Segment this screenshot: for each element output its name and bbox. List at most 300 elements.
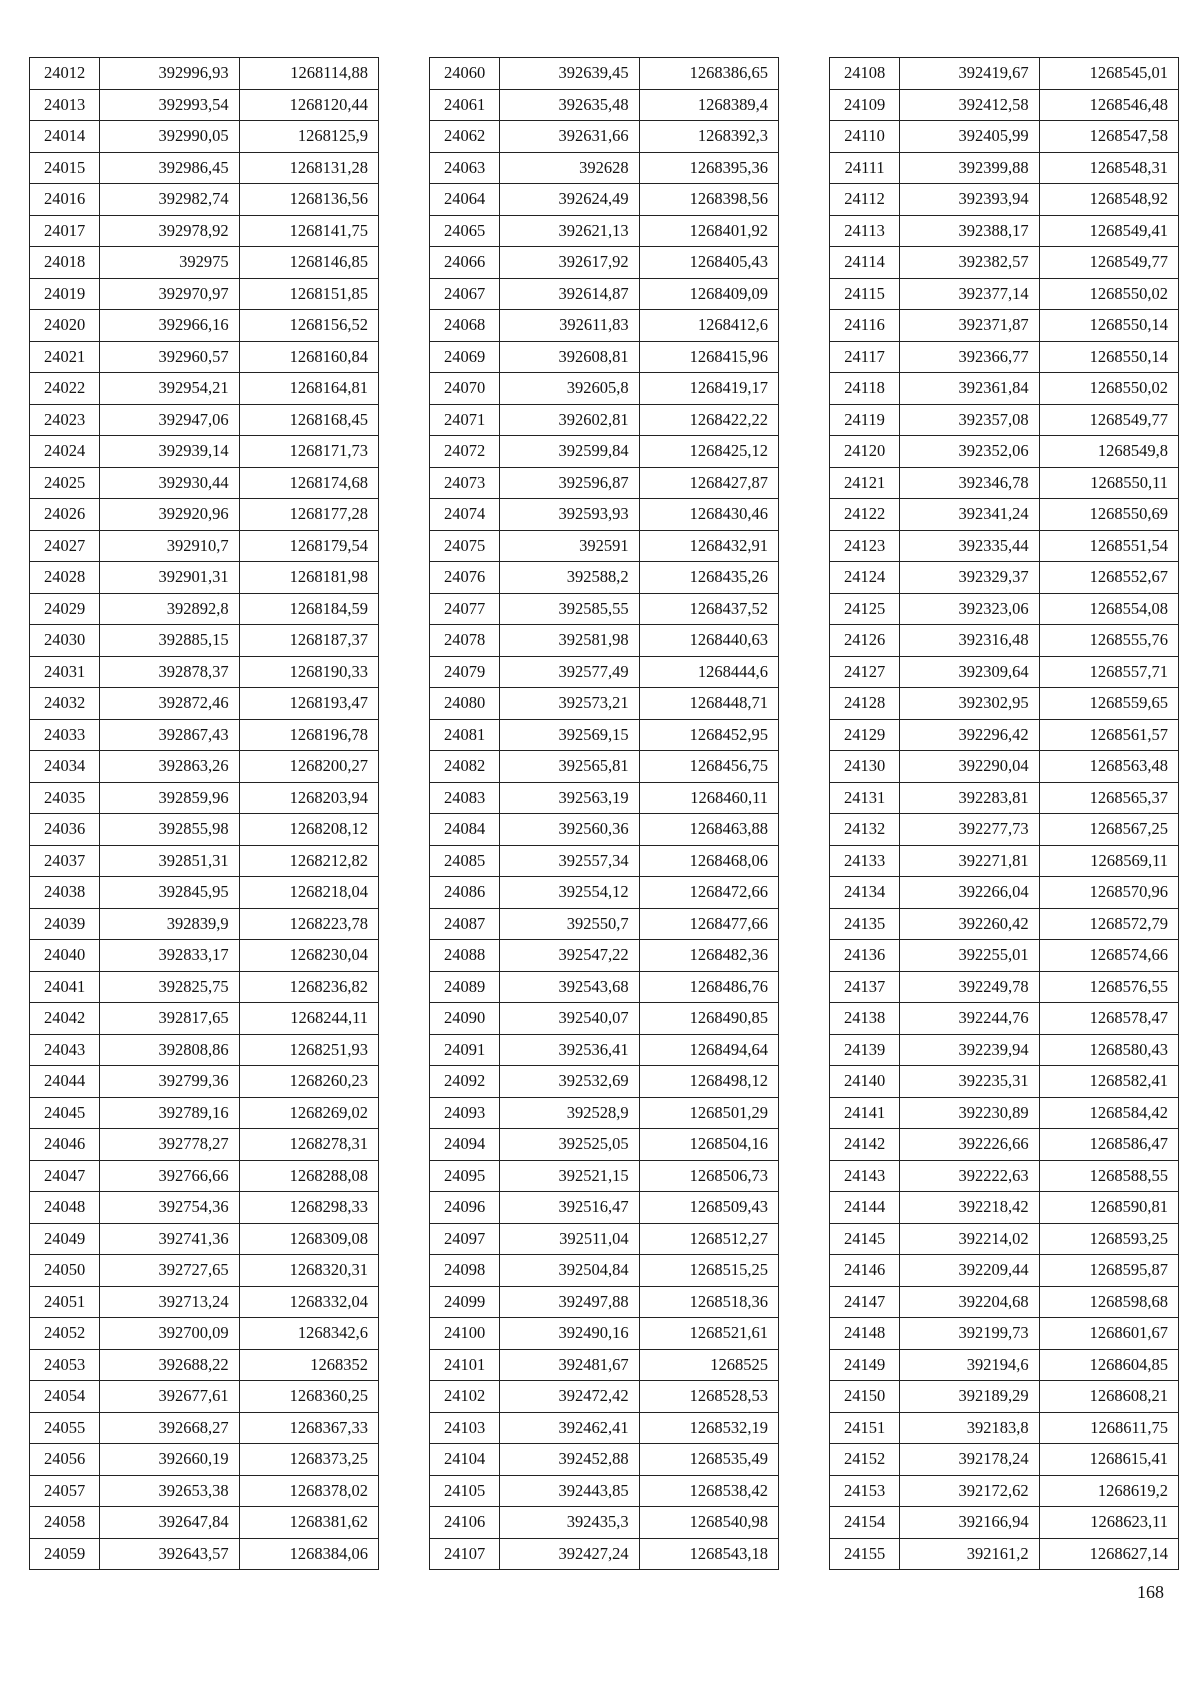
point-id-cell: 24031 [30,656,100,688]
y-coordinate-cell: 1268171,73 [239,436,378,468]
y-coordinate-cell: 1268190,33 [239,656,378,688]
point-id-cell: 24026 [30,499,100,531]
y-coordinate-cell: 1268298,33 [239,1192,378,1224]
x-coordinate-cell: 392329,37 [900,562,1039,594]
table-row [30,1318,379,1350]
point-id-cell: 24110 [830,121,900,153]
x-coordinate-cell: 392161,2 [900,1538,1039,1570]
point-id-cell: 24130 [830,751,900,783]
y-coordinate-cell: 1268174,68 [239,467,378,499]
y-coordinate-cell: 1268550,69 [1039,499,1178,531]
point-id-cell: 24066 [430,247,500,279]
point-id-cell: 24069 [430,341,500,373]
point-id-cell: 24040 [30,940,100,972]
y-coordinate-cell: 1268535,49 [639,1444,778,1476]
x-coordinate-cell: 392986,45 [100,152,239,184]
x-coordinate-cell: 392255,01 [900,940,1039,972]
y-coordinate-cell: 1268595,87 [1039,1255,1178,1287]
point-id-cell: 24017 [30,215,100,247]
table-row [30,1538,379,1570]
x-coordinate-cell: 392588,2 [500,562,639,594]
point-id-cell: 24112 [830,184,900,216]
table-row [830,215,1179,247]
table-row [830,1286,1179,1318]
x-coordinate-cell: 392346,78 [900,467,1039,499]
point-id-cell: 24072 [430,436,500,468]
y-coordinate-cell: 1268251,93 [239,1034,378,1066]
x-coordinate-cell: 392244,76 [900,1003,1039,1035]
point-id-cell: 24127 [830,656,900,688]
table-row [30,1160,379,1192]
x-coordinate-cell: 392194,6 [900,1349,1039,1381]
x-coordinate-cell: 392885,15 [100,625,239,657]
x-coordinate-cell: 392855,98 [100,814,239,846]
table-row [830,152,1179,184]
y-coordinate-cell: 1268547,58 [1039,121,1178,153]
x-coordinate-cell: 392930,44 [100,467,239,499]
point-id-cell: 24135 [830,908,900,940]
y-coordinate-cell: 1268196,78 [239,719,378,751]
table-row [830,1034,1179,1066]
point-id-cell: 24041 [30,971,100,1003]
y-coordinate-cell: 1268550,14 [1039,341,1178,373]
y-coordinate-cell: 1268582,41 [1039,1066,1178,1098]
point-id-cell: 24094 [430,1129,500,1161]
x-coordinate-cell: 392581,98 [500,625,639,657]
x-coordinate-cell: 392713,24 [100,1286,239,1318]
x-coordinate-cell: 392419,67 [900,58,1039,90]
y-coordinate-cell: 1268208,12 [239,814,378,846]
y-coordinate-cell: 1268218,04 [239,877,378,909]
point-id-cell: 24098 [430,1255,500,1287]
y-coordinate-cell: 1268320,31 [239,1255,378,1287]
point-id-cell: 24084 [430,814,500,846]
x-coordinate-cell: 392624,49 [500,184,639,216]
y-coordinate-cell: 1268619,2 [1039,1475,1178,1507]
point-id-cell: 24117 [830,341,900,373]
point-id-cell: 24088 [430,940,500,972]
table-row [430,719,779,751]
point-id-cell: 24020 [30,310,100,342]
table-row [830,1192,1179,1224]
x-coordinate-cell: 392766,66 [100,1160,239,1192]
table-row [430,121,779,153]
x-coordinate-cell: 392954,21 [100,373,239,405]
x-coordinate-cell: 392639,45 [500,58,639,90]
x-coordinate-cell: 392593,93 [500,499,639,531]
point-id-cell: 24154 [830,1507,900,1539]
y-coordinate-cell: 1268168,45 [239,404,378,436]
table-row [830,1318,1179,1350]
point-id-cell: 24033 [30,719,100,751]
point-id-cell: 24123 [830,530,900,562]
point-id-cell: 24134 [830,877,900,909]
x-coordinate-cell: 392647,84 [100,1507,239,1539]
x-coordinate-cell: 392585,55 [500,593,639,625]
point-id-cell: 24093 [430,1097,500,1129]
table-row [30,530,379,562]
x-coordinate-cell: 392993,54 [100,89,239,121]
x-coordinate-cell: 392239,94 [900,1034,1039,1066]
coordinate-table-1 [29,57,379,1570]
point-id-cell: 24016 [30,184,100,216]
y-coordinate-cell: 1268528,53 [639,1381,778,1413]
x-coordinate-cell: 392628 [500,152,639,184]
table-row [430,530,779,562]
x-coordinate-cell: 392357,08 [900,404,1039,436]
y-coordinate-cell: 1268532,19 [639,1412,778,1444]
table-row [830,1444,1179,1476]
y-coordinate-cell: 1268550,02 [1039,278,1178,310]
y-coordinate-cell: 1268425,12 [639,436,778,468]
table-row [430,310,779,342]
y-coordinate-cell: 1268181,98 [239,562,378,594]
x-coordinate-cell: 392189,29 [900,1381,1039,1413]
point-id-cell: 24034 [30,751,100,783]
y-coordinate-cell: 1268177,28 [239,499,378,531]
x-coordinate-cell: 392978,92 [100,215,239,247]
table-row [830,719,1179,751]
table-row [30,341,379,373]
table-row [30,625,379,657]
point-id-cell: 24044 [30,1066,100,1098]
point-id-cell: 24039 [30,908,100,940]
y-coordinate-cell: 1268570,96 [1039,877,1178,909]
x-coordinate-cell: 392596,87 [500,467,639,499]
table-row [30,1192,379,1224]
x-coordinate-cell: 392754,36 [100,1192,239,1224]
point-id-cell: 24150 [830,1381,900,1413]
x-coordinate-cell: 392872,46 [100,688,239,720]
table-row [830,1097,1179,1129]
x-coordinate-cell: 392172,62 [900,1475,1039,1507]
table-row [30,499,379,531]
point-id-cell: 24019 [30,278,100,310]
table-row [830,625,1179,657]
table-row [430,1538,779,1570]
point-id-cell: 24068 [430,310,500,342]
y-coordinate-cell: 1268342,6 [239,1318,378,1350]
point-id-cell: 24144 [830,1192,900,1224]
point-id-cell: 24086 [430,877,500,909]
y-coordinate-cell: 1268550,11 [1039,467,1178,499]
y-coordinate-cell: 1268494,64 [639,1034,778,1066]
point-id-cell: 24100 [430,1318,500,1350]
table-row [430,940,779,972]
x-coordinate-cell: 392833,17 [100,940,239,972]
x-coordinate-cell: 392260,42 [900,908,1039,940]
y-coordinate-cell: 1268515,25 [639,1255,778,1287]
point-id-cell: 24090 [430,1003,500,1035]
y-coordinate-cell: 1268506,73 [639,1160,778,1192]
table-row [30,121,379,153]
point-id-cell: 24035 [30,782,100,814]
point-id-cell: 24095 [430,1160,500,1192]
point-id-cell: 24028 [30,562,100,594]
point-id-cell: 24081 [430,719,500,751]
x-coordinate-cell: 392990,05 [100,121,239,153]
point-id-cell: 24140 [830,1066,900,1098]
x-coordinate-cell: 392504,84 [500,1255,639,1287]
x-coordinate-cell: 392839,9 [100,908,239,940]
table-row [30,1129,379,1161]
y-coordinate-cell: 1268588,55 [1039,1160,1178,1192]
y-coordinate-cell: 1268550,14 [1039,310,1178,342]
point-id-cell: 24099 [430,1286,500,1318]
y-coordinate-cell: 1268160,84 [239,341,378,373]
y-coordinate-cell: 1268512,27 [639,1223,778,1255]
x-coordinate-cell: 392209,44 [900,1255,1039,1287]
point-id-cell: 24120 [830,436,900,468]
table-row [30,845,379,877]
point-id-cell: 24137 [830,971,900,1003]
y-coordinate-cell: 1268332,04 [239,1286,378,1318]
table-row [30,184,379,216]
x-coordinate-cell: 392490,16 [500,1318,639,1350]
table-row [830,436,1179,468]
x-coordinate-cell: 392557,34 [500,845,639,877]
table-row [30,1507,379,1539]
table-row [830,1003,1179,1035]
x-coordinate-cell: 392222,63 [900,1160,1039,1192]
point-id-cell: 24126 [830,625,900,657]
y-coordinate-cell: 1268490,85 [639,1003,778,1035]
coordinate-table-3 [829,57,1179,1570]
y-coordinate-cell: 1268260,23 [239,1066,378,1098]
y-coordinate-cell: 1268601,67 [1039,1318,1178,1350]
x-coordinate-cell: 392199,73 [900,1318,1039,1350]
table-row [430,184,779,216]
y-coordinate-cell: 1268381,62 [239,1507,378,1539]
table-row [30,1286,379,1318]
x-coordinate-cell: 392591 [500,530,639,562]
y-coordinate-cell: 1268151,85 [239,278,378,310]
x-coordinate-cell: 392399,88 [900,152,1039,184]
x-coordinate-cell: 392218,42 [900,1192,1039,1224]
table-row [30,152,379,184]
y-coordinate-cell: 1268498,12 [639,1066,778,1098]
x-coordinate-cell: 392825,75 [100,971,239,1003]
y-coordinate-cell: 1268141,75 [239,215,378,247]
table-row [430,1129,779,1161]
x-coordinate-cell: 392226,66 [900,1129,1039,1161]
y-coordinate-cell: 1268456,75 [639,751,778,783]
x-coordinate-cell: 392617,92 [500,247,639,279]
point-id-cell: 24032 [30,688,100,720]
x-coordinate-cell: 392371,87 [900,310,1039,342]
point-id-cell: 24141 [830,1097,900,1129]
point-id-cell: 24153 [830,1475,900,1507]
y-coordinate-cell: 1268430,46 [639,499,778,531]
y-coordinate-cell: 1268392,3 [639,121,778,153]
x-coordinate-cell: 392472,42 [500,1381,639,1413]
table-row [30,751,379,783]
point-id-cell: 24049 [30,1223,100,1255]
table-row [830,782,1179,814]
point-id-cell: 24107 [430,1538,500,1570]
point-id-cell: 24012 [30,58,100,90]
table-row [30,404,379,436]
x-coordinate-cell: 392688,22 [100,1349,239,1381]
x-coordinate-cell: 392521,15 [500,1160,639,1192]
x-coordinate-cell: 392975 [100,247,239,279]
table-row [430,877,779,909]
x-coordinate-cell: 392910,7 [100,530,239,562]
x-coordinate-cell: 392393,94 [900,184,1039,216]
y-coordinate-cell: 1268549,41 [1039,215,1178,247]
point-id-cell: 24097 [430,1223,500,1255]
y-coordinate-cell: 1268278,31 [239,1129,378,1161]
y-coordinate-cell: 1268567,25 [1039,814,1178,846]
y-coordinate-cell: 1268501,29 [639,1097,778,1129]
y-coordinate-cell: 1268184,59 [239,593,378,625]
table-row [30,877,379,909]
point-id-cell: 24152 [830,1444,900,1476]
table-row [830,971,1179,1003]
table-row [830,1412,1179,1444]
x-coordinate-cell: 392543,68 [500,971,639,1003]
x-coordinate-cell: 392366,77 [900,341,1039,373]
point-id-cell: 24054 [30,1381,100,1413]
y-coordinate-cell: 1268427,87 [639,467,778,499]
y-coordinate-cell: 1268548,92 [1039,184,1178,216]
table-row [430,971,779,1003]
y-coordinate-cell: 1268538,42 [639,1475,778,1507]
y-coordinate-cell: 1268486,76 [639,971,778,1003]
y-coordinate-cell: 1268244,11 [239,1003,378,1035]
y-coordinate-cell: 1268543,18 [639,1538,778,1570]
point-id-cell: 24043 [30,1034,100,1066]
table-row [830,1223,1179,1255]
y-coordinate-cell: 1268230,04 [239,940,378,972]
table-row [430,278,779,310]
y-coordinate-cell: 1268593,25 [1039,1223,1178,1255]
point-id-cell: 24067 [430,278,500,310]
table-row [30,1255,379,1287]
table-row [830,404,1179,436]
table-row [430,247,779,279]
x-coordinate-cell: 392863,26 [100,751,239,783]
y-coordinate-cell: 1268419,17 [639,373,778,405]
point-id-cell: 24136 [830,940,900,972]
y-coordinate-cell: 1268203,94 [239,782,378,814]
point-id-cell: 24063 [430,152,500,184]
y-coordinate-cell: 1268565,37 [1039,782,1178,814]
coordinate-tables [29,57,1179,1570]
table-row [830,908,1179,940]
y-coordinate-cell: 1268120,44 [239,89,378,121]
x-coordinate-cell: 392277,73 [900,814,1039,846]
x-coordinate-cell: 392178,24 [900,1444,1039,1476]
point-id-cell: 24119 [830,404,900,436]
table-row [30,89,379,121]
point-id-cell: 24023 [30,404,100,436]
point-id-cell: 24045 [30,1097,100,1129]
point-id-cell: 24106 [430,1507,500,1539]
y-coordinate-cell: 1268578,47 [1039,1003,1178,1035]
table-row [830,530,1179,562]
table-row [30,1475,379,1507]
table-row [430,656,779,688]
table-row [830,877,1179,909]
point-id-cell: 24046 [30,1129,100,1161]
point-id-cell: 24128 [830,688,900,720]
table-row [30,940,379,972]
table-row [30,1034,379,1066]
x-coordinate-cell: 392970,97 [100,278,239,310]
table-row [30,247,379,279]
table-row [430,782,779,814]
table-row [830,499,1179,531]
x-coordinate-cell: 392532,69 [500,1066,639,1098]
x-coordinate-cell: 392554,12 [500,877,639,909]
x-coordinate-cell: 392621,13 [500,215,639,247]
point-id-cell: 24125 [830,593,900,625]
y-coordinate-cell: 1268386,65 [639,58,778,90]
x-coordinate-cell: 392996,93 [100,58,239,90]
table-row [30,373,379,405]
table-row [830,1066,1179,1098]
table-row [30,656,379,688]
point-id-cell: 24147 [830,1286,900,1318]
table-row [30,814,379,846]
table-row [830,247,1179,279]
x-coordinate-cell: 392867,43 [100,719,239,751]
point-id-cell: 24056 [30,1444,100,1476]
y-coordinate-cell: 1268552,67 [1039,562,1178,594]
y-coordinate-cell: 1268549,77 [1039,247,1178,279]
point-id-cell: 24118 [830,373,900,405]
table-row [430,436,779,468]
point-id-cell: 24133 [830,845,900,877]
table-row [830,845,1179,877]
point-id-cell: 24143 [830,1160,900,1192]
y-coordinate-cell: 1268468,06 [639,845,778,877]
point-id-cell: 24079 [430,656,500,688]
y-coordinate-cell: 1268586,47 [1039,1129,1178,1161]
y-coordinate-cell: 1268409,09 [639,278,778,310]
y-coordinate-cell: 1268114,88 [239,58,378,90]
table-row [30,971,379,1003]
table-row [430,1349,779,1381]
x-coordinate-cell: 392817,65 [100,1003,239,1035]
x-coordinate-cell: 392947,06 [100,404,239,436]
x-coordinate-cell: 392388,17 [900,215,1039,247]
x-coordinate-cell: 392230,89 [900,1097,1039,1129]
table-row [430,814,779,846]
table-row [430,404,779,436]
table-row [430,1412,779,1444]
x-coordinate-cell: 392602,81 [500,404,639,436]
point-id-cell: 24052 [30,1318,100,1350]
x-coordinate-cell: 392565,81 [500,751,639,783]
table-row [30,562,379,594]
table-row [430,58,779,90]
y-coordinate-cell: 1268518,36 [639,1286,778,1318]
point-id-cell: 24022 [30,373,100,405]
x-coordinate-cell: 392631,66 [500,121,639,153]
table-row [830,1129,1179,1161]
y-coordinate-cell: 1268477,66 [639,908,778,940]
x-coordinate-cell: 392643,57 [100,1538,239,1570]
table-row [30,1003,379,1035]
y-coordinate-cell: 1268373,25 [239,1444,378,1476]
y-coordinate-cell: 1268367,33 [239,1412,378,1444]
table-row [430,1255,779,1287]
point-id-cell: 24047 [30,1160,100,1192]
table-row [430,1097,779,1129]
y-coordinate-cell: 1268545,01 [1039,58,1178,90]
